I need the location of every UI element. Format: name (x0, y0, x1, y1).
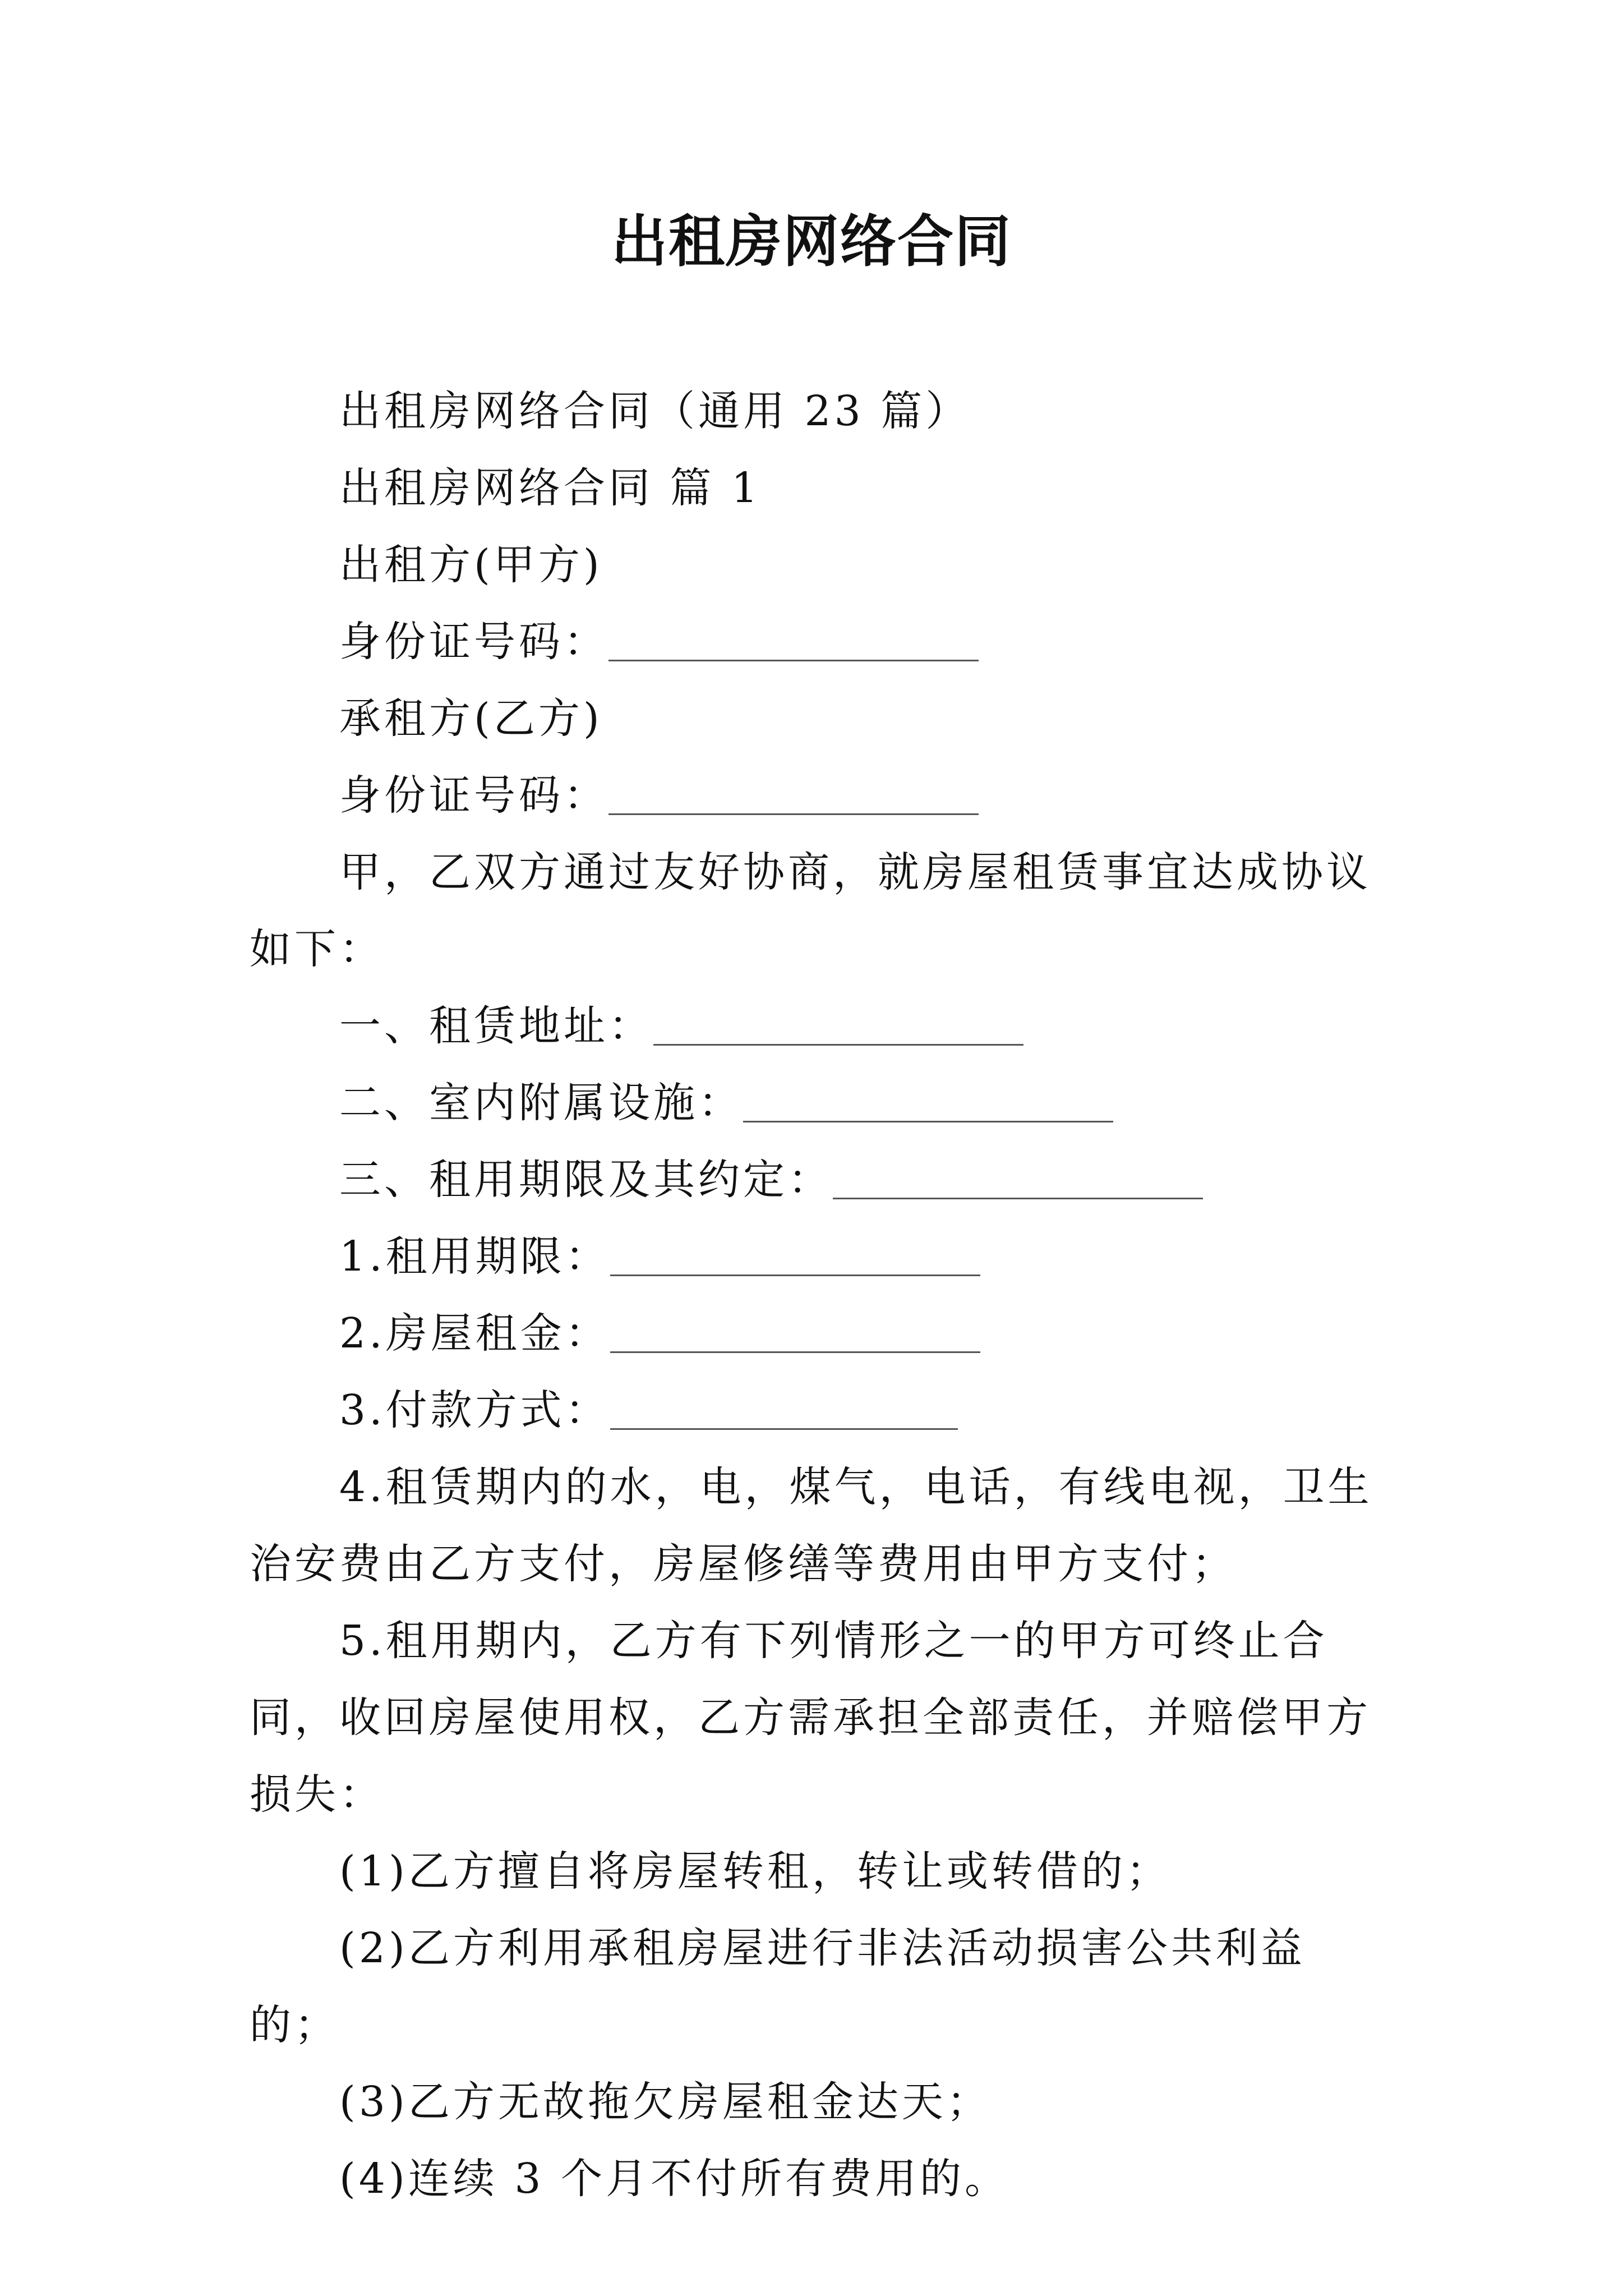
sub-item-3: (3)乙方无故拖欠房屋租金达天； (339, 2078, 992, 2126)
document-title: 出租房网络合同 (611, 208, 1012, 274)
item-2-blank (610, 1310, 980, 1353)
lessee-id-blank (608, 772, 979, 815)
lessor-id-label: 身份证号码： (339, 618, 608, 666)
item-5-paragraph: 5.租用期内，乙方有下列情形之一的甲方可终止合同，收回房屋使用权，乙方需承担全部责任，并赔偿甲方损失： (250, 1617, 1371, 1819)
clause-2-blank (743, 1079, 1113, 1122)
item-1-line (250, 1218, 1382, 1295)
clause-3-blank (833, 1156, 1203, 1199)
clause-2-label: 二、室内附属设施： (339, 1079, 743, 1127)
clause-1-blank (653, 1002, 1023, 1046)
sub-item-4: (4)连续 3 个月不付所有费用的。 (339, 2155, 1009, 2203)
clause-2-line (250, 1065, 1382, 1142)
clause-1-label: 一、租赁地址： (339, 1002, 653, 1050)
item-2-line (250, 1295, 1382, 1372)
sub-item-2: (2)乙方利用承租房屋进行非法活动损害公共利益的； (250, 1924, 1306, 2049)
article-heading: 出租房网络合同 篇 1 (339, 464, 762, 512)
lessee-id-label: 身份证号码： (339, 771, 608, 820)
item-1-blank (610, 1233, 980, 1276)
clause-3-label: 三、租用期限及其约定： (339, 1156, 833, 1204)
subtitle: 出租房网络合同（通用 23 篇） (339, 387, 971, 435)
item-1-label: 1.租用期限： (339, 1232, 610, 1281)
sub-item-1: (1)乙方擅自将房屋转租，转让或转借的； (339, 1847, 1171, 1895)
lessor-line: 出租方(甲方) (339, 541, 603, 589)
item-3-line (250, 1372, 1382, 1449)
item-2-label: 2.房屋租金： (339, 1309, 610, 1358)
lessor-id-line (250, 604, 1382, 680)
item-3-label: 3.付款方式： (339, 1386, 610, 1434)
lessee-line: 承租方(乙方) (339, 694, 603, 743)
item-4-paragraph: 4.租赁期内的水，电，煤气，电话，有线电视，卫生治安费由乙方支付，房屋修缮等费用由甲方支付； (250, 1463, 1373, 1588)
document-body (250, 373, 1382, 2217)
lessor-id-blank (608, 618, 979, 661)
lessee-id-line (250, 757, 1382, 834)
intro-paragraph: 甲，乙双方通过友好协商，就房屋租赁事宜达成协议如下： (250, 848, 1371, 973)
clause-3-line (250, 1142, 1382, 1218)
item-3-blank (610, 1387, 958, 1430)
clause-1-line (250, 988, 1382, 1065)
